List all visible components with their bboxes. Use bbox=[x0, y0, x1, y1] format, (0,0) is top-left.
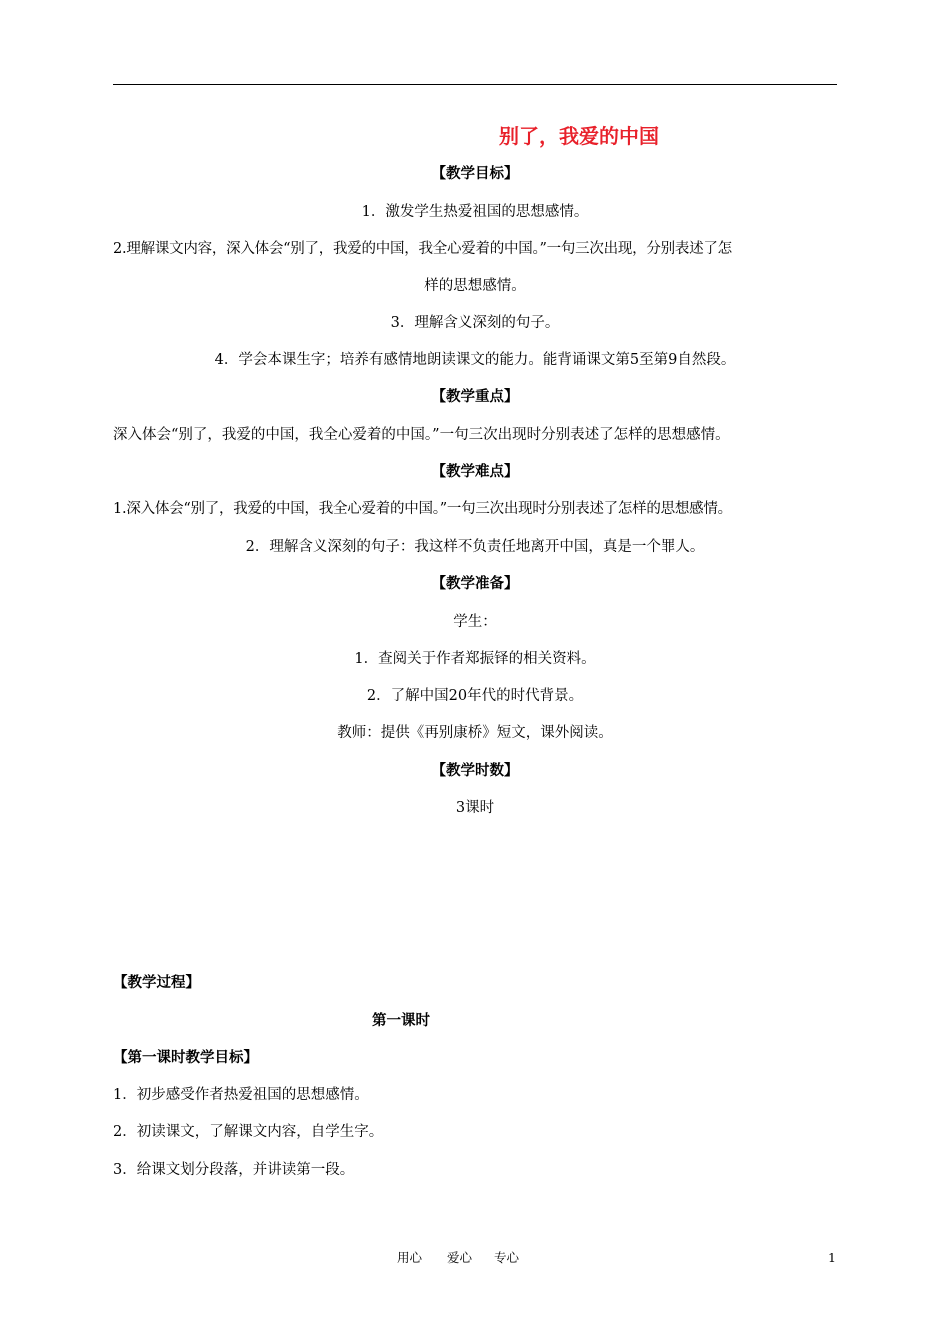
page-number: 1 bbox=[828, 1250, 836, 1265]
process-heading: 【教学过程】 bbox=[113, 975, 200, 991]
hours-text: 3课时 bbox=[455, 800, 495, 816]
lesson1-goal-item: 1．初步感受作者热爱祖国的思想感情。 bbox=[113, 1087, 369, 1103]
goal-item-continued: 样的思想感情。 bbox=[424, 278, 526, 294]
prep-item: 1．查阅关于作者郑振铎的相关资料。 bbox=[354, 651, 596, 667]
difficulty-item: 1.深入体会“别了，我爱的中国，我全心爱着的中国。”一句三次出现时分别表述了怎样的思想感情。 bbox=[113, 501, 732, 517]
prep-student-label: 学生： bbox=[453, 614, 497, 630]
hours-heading: 【教学时数】 bbox=[431, 763, 519, 779]
prep-item: 2．了解中国20年代的时代背景。 bbox=[366, 688, 584, 704]
footer-motto: 专心 bbox=[494, 1250, 520, 1265]
document-title: 别了，我爱的中国 bbox=[499, 124, 659, 148]
goal-item: 1．激发学生热爱祖国的思想感情。 bbox=[361, 204, 589, 220]
difficulty-heading: 【教学难点】 bbox=[431, 464, 519, 480]
footer-motto: 爱心 bbox=[447, 1250, 473, 1265]
prep-teacher: 教师：提供《再别康桥》短文，课外阅读。 bbox=[337, 725, 613, 741]
lesson1-heading: 第一课时 bbox=[372, 1013, 430, 1029]
difficulty-item: 2．理解含义深刻的句子：我这样不负责任地离开中国，真是一个罪人。 bbox=[245, 539, 705, 555]
footer-motto: 用心 bbox=[397, 1250, 423, 1265]
lesson1-goals-heading: 【第一课时教学目标】 bbox=[113, 1050, 258, 1066]
lesson1-goal-item: 3．给课文划分段落，并讲读第一段。 bbox=[113, 1162, 355, 1178]
header-rule bbox=[113, 84, 837, 85]
prep-heading: 【教学准备】 bbox=[431, 576, 519, 592]
key-text: 深入体会“别了，我爱的中国，我全心爱着的中国。”一句三次出现时分别表述了怎样的思想感情。 bbox=[113, 427, 730, 443]
goal-item: 2.理解课文内容，深入体会“别了，我爱的中国，我全心爱着的中国。”一句三次出现，分别表述了怎 bbox=[113, 241, 732, 257]
goal-item: 4．学会本课生字；培养有感情地朗读课文的能力。能背诵课文第5至第9自然段。 bbox=[214, 352, 736, 368]
goal-item: 3．理解含义深刻的句子。 bbox=[390, 315, 560, 331]
lesson1-goal-item: 2．初读课文，了解课文内容，自学生字。 bbox=[113, 1124, 384, 1140]
goals-heading: 【教学目标】 bbox=[431, 166, 519, 182]
key-heading: 【教学重点】 bbox=[431, 389, 519, 405]
